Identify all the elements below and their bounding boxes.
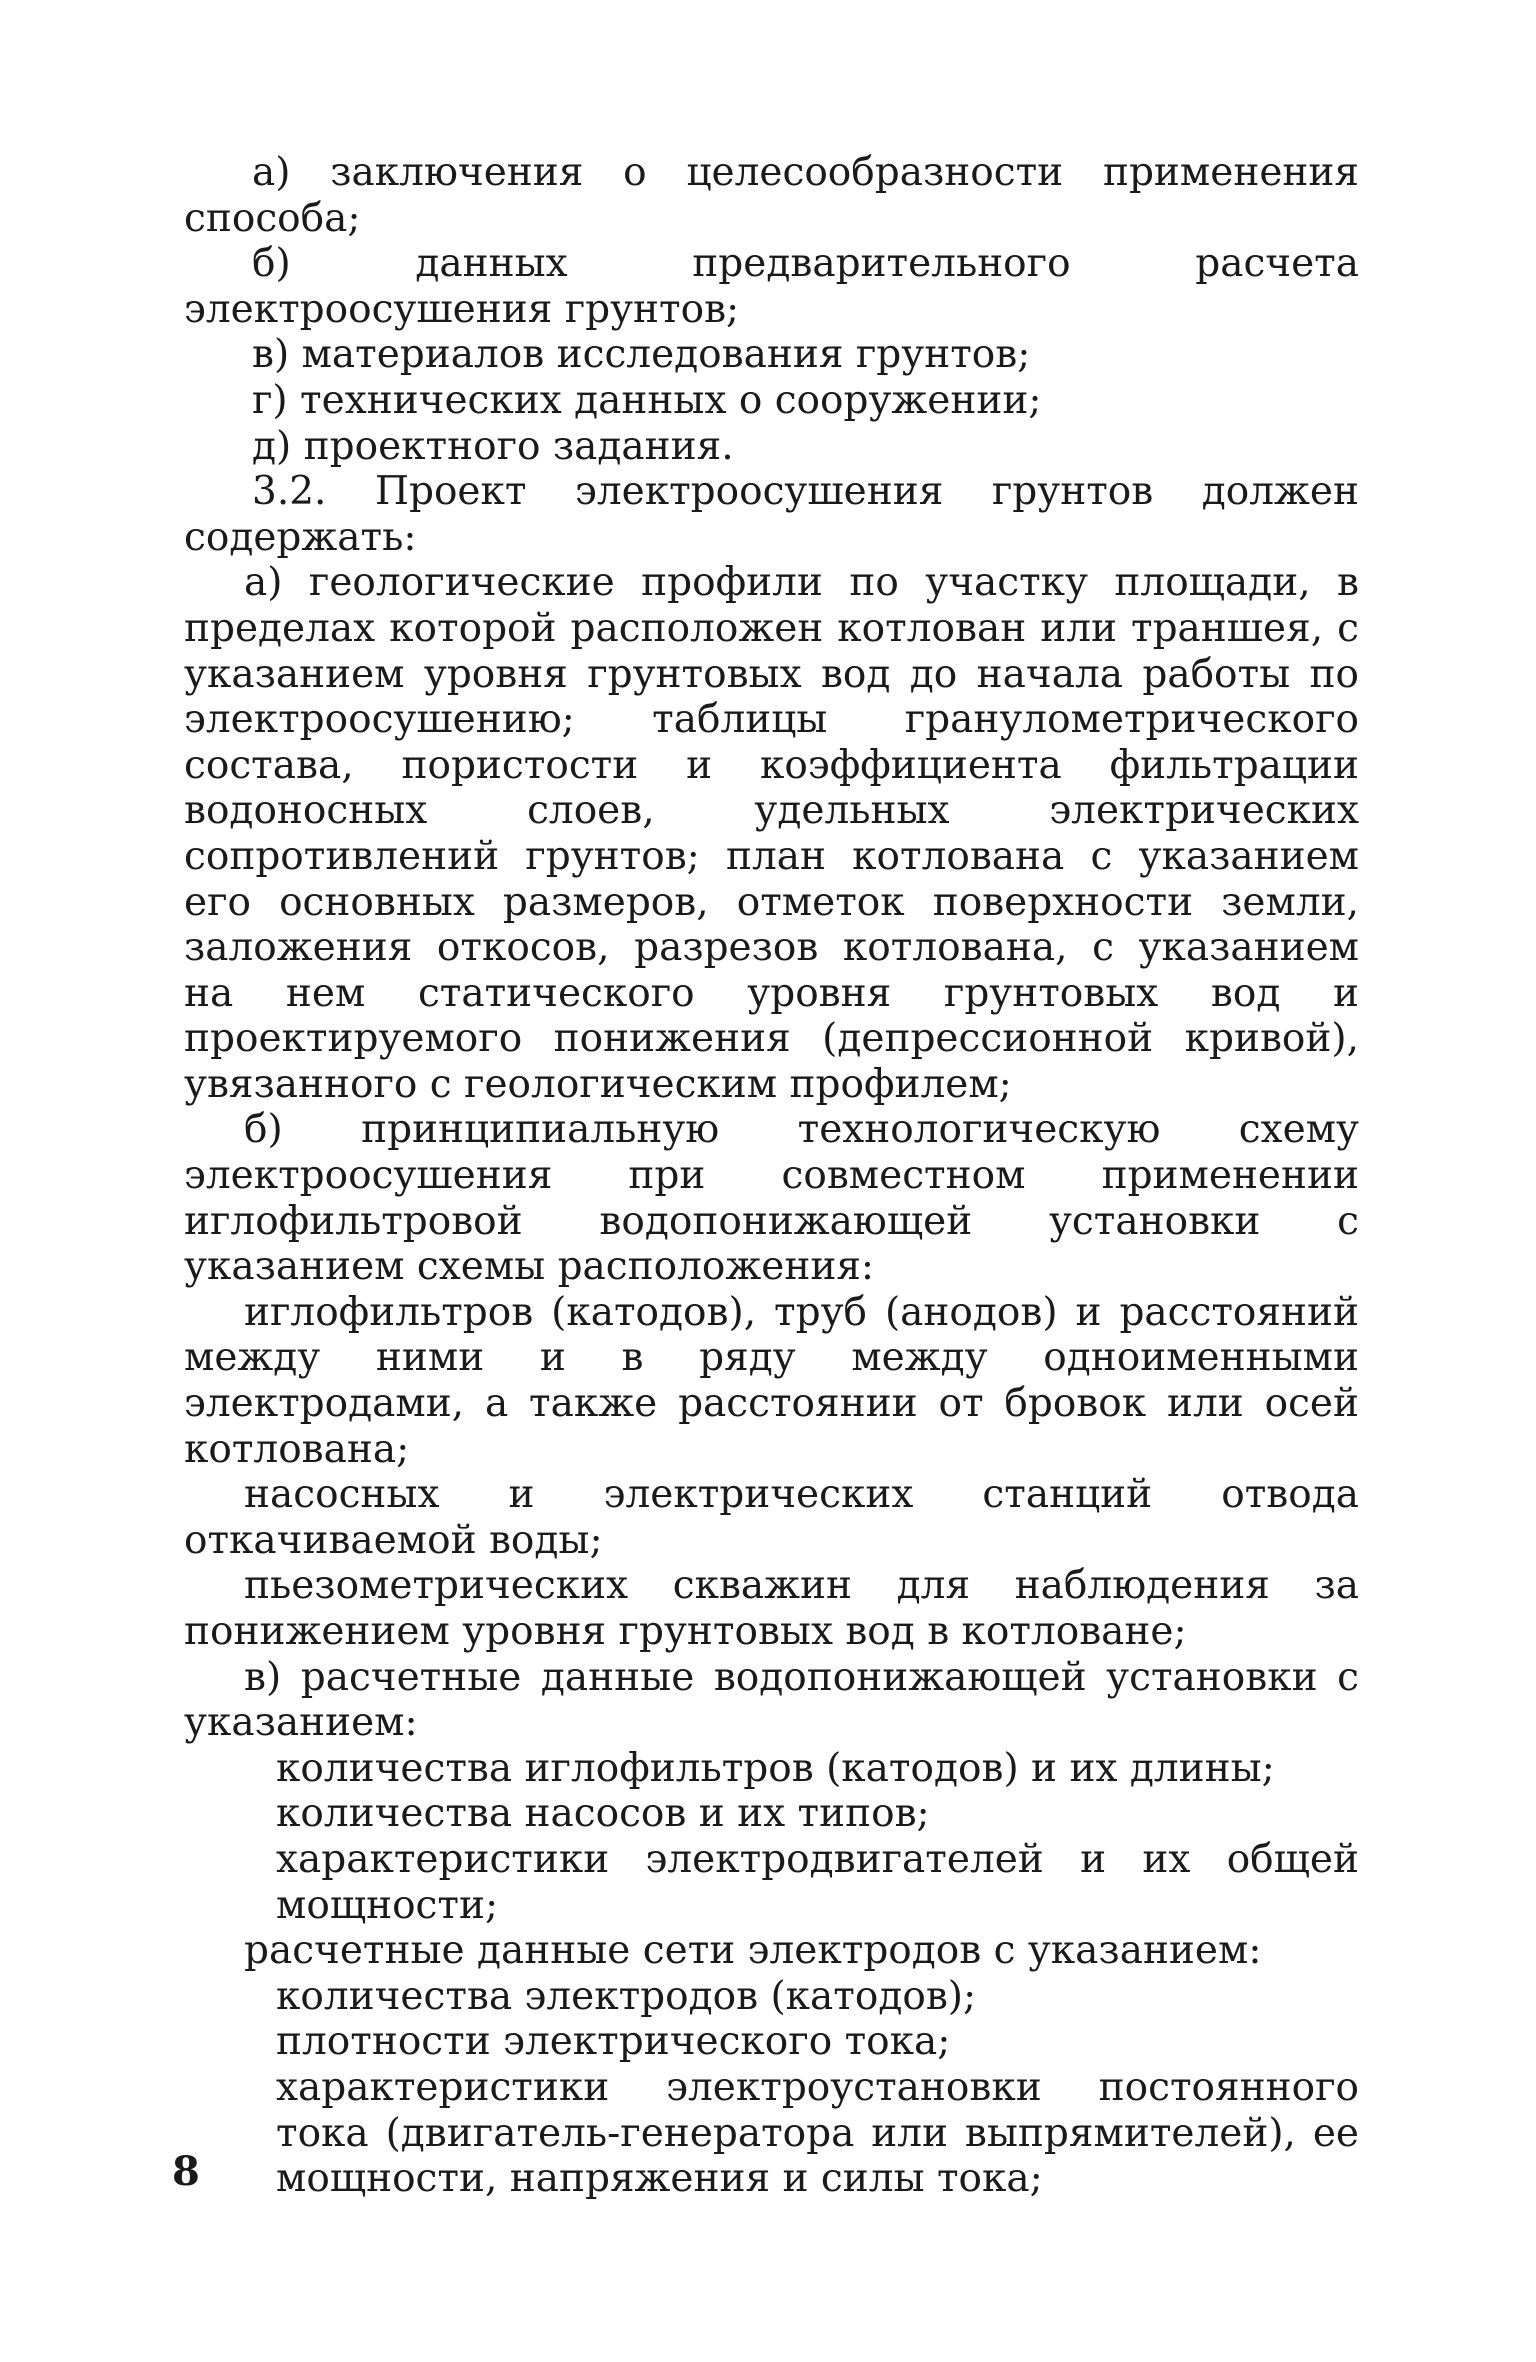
scheme-subitem-wells: пьезометрических скважин для наблюдения за понижением уровня грунтовых вод в котловане; [184,1563,1359,1654]
electrode-subitem-density: плотности электрического тока; [276,2019,951,2065]
electrode-subitem-installation: характеристики электроустановки постоянного тока (двигатель-генератора или выпрямителей), ее мощности, напряжения и силы тока; [276,2064,1359,2202]
paragraph-item-a: а) заключения о целесообразности применения способа; [184,150,1359,241]
paragraph-item-b: б) данных предварительного расчета электроосушения грунтов; [184,241,1359,332]
section-3-2-item-b: б) принципиальную технологическую схему электроосушения при совместном применении иглофильтровой водопонижающей установки с указанием схемы расположения: [184,1107,1359,1290]
calc-subitem-pumps: количества насосов и их типов; [276,1791,930,1837]
calc-subitem-filters: количества иглофильтров (катодов) и их длины; [276,1745,1275,1791]
calc-subitem-motors: характеристики электродвигателей и их общей мощности; [276,1836,1359,1928]
section-3-2-item-v: в) расчетные данные водопонижающей установки с указанием: [184,1654,1359,1746]
paragraph-item-g: г) технических данных о сооружении; [252,377,1042,423]
electrode-network-heading: расчетные данные сети электродов с указанием: [244,1928,1262,1974]
electrode-subitem-count: количества электродов (катодов); [276,1973,977,2019]
paragraph-item-d: д) проектного задания. [252,423,734,469]
document-body [184,150,1359,2202]
page-number: 8 [172,2148,200,2195]
scheme-subitem-pumps: насосных и электрических станций отвода откачиваемой воды; [184,1472,1359,1563]
scheme-subitem-filters: иглофильтров (катодов), труб (анодов) и расстояний между ними и в ряду между одноименными электродами, а также расстоянии от бровок или осей котлована; [184,1289,1359,1472]
section-3-2-heading: 3.2. Проект электроосушения грунтов должен содержать: [184,469,1359,560]
paragraph-item-v: в) материалов исследования грунтов; [252,332,1031,378]
section-3-2-item-a: а) геологические профили по участку площади, в пределах которой расположен котлован или траншея, с указанием уровня грунтовых вод до начала работы по электроосушению; таблицы гранулометрического состава, пористости и коэффициента фильтрации водоносных слоев, удельных электрических сопротивлений грунтов; план котлована с указанием его основных размеров, отметок поверхности земли, заложения откосов, разрезов котлована, с указанием на нем статического уровня грунтовых вод и проектируемого понижения (депрессионной кривой), увязанного с геологическим профилем; [184,560,1359,1107]
